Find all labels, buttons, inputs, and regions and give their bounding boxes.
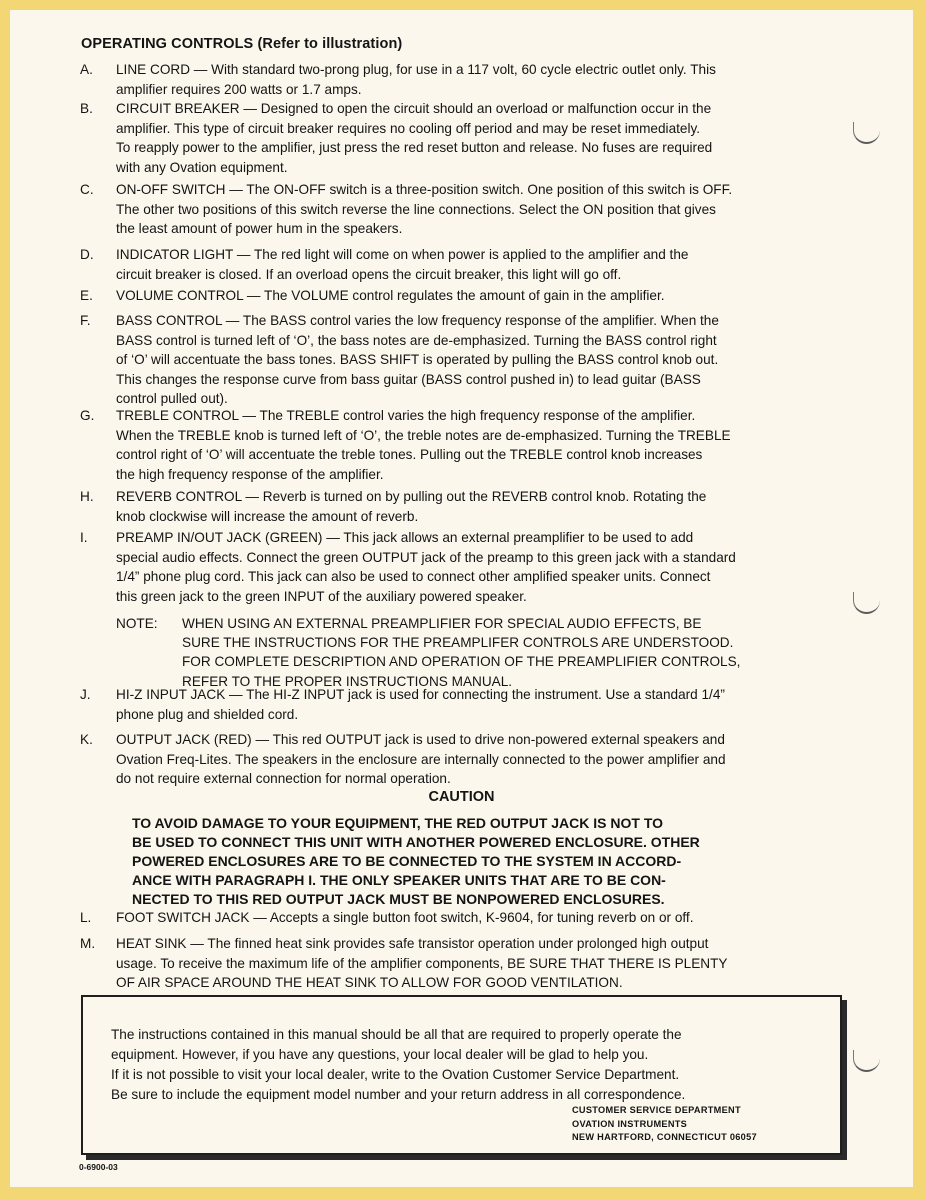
item-line: To reapply power to the amplifier, just press the red reset button and release. No fuses are required (116, 140, 713, 156)
item-letter: M. (80, 936, 96, 951)
text-line: SURE THE INSTRUCTIONS FOR THE PREAMPLIFER CONTROLS ARE UNDERSTOOD. (182, 635, 734, 651)
item-description (116, 286, 845, 306)
item-description (116, 60, 845, 99)
item-line: amplifier. This type of circuit breaker requires no cooling off period and may be reset immediately. (116, 120, 701, 136)
item-letter: C. (80, 182, 94, 197)
control-item (80, 908, 845, 928)
text-line: If it is not possible to visit your local dealer, write to the Ovation Customer Service Department. (111, 1067, 680, 1082)
text-line: BE USED TO CONNECT THIS UNIT WITH ANOTHER POWERED ENCLOSURE. OTHER (132, 834, 700, 850)
item-line: control right of ‘O’ will accentuate the treble tones. Pulling out the TREBLE control knob increases (116, 447, 703, 463)
item-line: the least amount of power hum in the speakers. (116, 221, 403, 237)
info-box (81, 995, 842, 1155)
control-item (80, 180, 845, 239)
item-line: control pulled out). (116, 391, 228, 407)
item-description (116, 908, 845, 928)
item-line: knob clockwise will increase the amount of reverb. (116, 508, 419, 524)
item-line: the high frequency response of the amplifier. (116, 466, 384, 482)
item-letter: F. (80, 313, 91, 328)
item-line: usage. To receive the maximum life of the amplifier components, BE SURE THAT THERE IS PLENTY (116, 955, 728, 971)
item-line: INDICATOR LIGHT — The red light will come on when power is applied to the amplifier and the (116, 247, 689, 262)
control-item (80, 730, 845, 789)
item-line: Ovation Freq-Lites. The speakers in the enclosure are internally connected to the power amplifier and (116, 751, 726, 767)
item-line: amplifier requires 200 watts or 1.7 amps. (116, 81, 362, 97)
control-item (80, 311, 845, 409)
item-line: ON-OFF SWITCH — The ON-OFF switch is a three-position switch. One position of this switch is OFF. (116, 182, 733, 197)
control-item (80, 406, 845, 484)
caution-heading: CAUTION (428, 789, 495, 805)
control-item (80, 685, 845, 724)
item-description (116, 730, 845, 789)
item-line: OF AIR SPACE AROUND THE HEAT SINK TO ALLOW FOR GOOD VENTILATION. (116, 975, 623, 991)
control-item (80, 487, 845, 526)
item-line: CIRCUIT BREAKER — Designed to open the circuit should an overload or malfunction occur in the (116, 101, 712, 116)
control-item (80, 245, 845, 284)
item-line: When the TREBLE knob is turned left of ‘O’, the treble notes are de-emphasized. Turning the TREBLE (116, 427, 731, 443)
item-description (116, 934, 845, 993)
item-description (116, 99, 845, 177)
note-block (116, 614, 846, 691)
item-letter: H. (80, 489, 94, 504)
item-description (116, 528, 845, 606)
item-line: special audio effects. Connect the green OUTPUT jack of the preamp to this green jack with a standard (116, 549, 736, 565)
item-line: REVERB CONTROL — Reverb is turned on by pulling out the REVERB control knob. Rotating the (116, 489, 707, 504)
item-line: of ‘O’ will accentuate the bass tones. BASS SHIFT is operated by pulling the BASS control knob out. (116, 352, 719, 368)
text-line: POWERED ENCLOSURES ARE TO BE CONNECTED TO THE SYSTEM IN ACCORD- (132, 853, 682, 869)
item-line: phone plug and shielded cord. (116, 706, 299, 722)
manual-page (10, 10, 913, 1187)
text-line: NECTED TO THIS RED OUTPUT JACK MUST BE NONPOWERED ENCLOSURES. (132, 891, 665, 907)
customer-service-address (572, 1104, 757, 1145)
document-code: 0-6900-03 (79, 1162, 118, 1172)
item-line: This changes the response curve from bass guitar (BASS control pushed in) to lead guitar (BASS (116, 371, 701, 387)
control-item (80, 99, 845, 177)
item-line: this green jack to the green INPUT of the auxiliary powered speaker. (116, 588, 527, 604)
item-letter: B. (80, 101, 93, 116)
control-item (80, 528, 845, 606)
text-line: ANCE WITH PARAGRAPH I. THE ONLY SPEAKER UNITS THAT ARE TO BE CON- (132, 872, 666, 888)
item-description (116, 311, 845, 409)
note-label: NOTE: (116, 616, 158, 631)
text-line: WHEN USING AN EXTERNAL PREAMPLIFIER FOR SPECIAL AUDIO EFFECTS, BE (182, 616, 702, 631)
item-line: HI-Z INPUT JACK — The HI-Z INPUT jack is used for connecting the instrument. Use a standard 1/4” (116, 687, 725, 702)
text-line: FOR COMPLETE DESCRIPTION AND OPERATION OF THE PREAMPLIFIER CONTROLS, (182, 654, 741, 670)
item-letter: K. (80, 732, 93, 747)
item-line: TREBLE CONTROL — The TREBLE control varies the high frequency response of the amplifier. (116, 408, 696, 423)
item-letter: L. (80, 910, 92, 925)
item-description (116, 685, 845, 724)
item-letter: D. (80, 247, 94, 262)
control-item (80, 934, 845, 993)
item-line: with any Ovation equipment. (116, 159, 288, 175)
item-description (116, 180, 845, 239)
item-letter: G. (80, 408, 95, 423)
control-item (80, 60, 845, 99)
text-line: CUSTOMER SERVICE DEPARTMENT (572, 1105, 741, 1115)
item-letter: A. (80, 62, 93, 77)
item-line: The other two positions of this switch reverse the line connections. Select the ON position that gives (116, 201, 716, 217)
item-line: LINE CORD — With standard two-prong plug, for use in a 117 volt, 60 cycle electric outlet only. This (116, 62, 716, 77)
item-description (116, 487, 845, 526)
text-line: OVATION INSTRUMENTS (572, 1118, 688, 1129)
item-letter: I. (80, 530, 88, 545)
caution-text (132, 814, 792, 909)
text-line: REFER TO THE PROPER INSTRUCTIONS MANUAL. (182, 673, 513, 689)
item-line: circuit breaker is closed. If an overload opens the circuit breaker, this light will go off. (116, 266, 622, 282)
text-line: equipment. However, if you have any questions, your local dealer will be glad to help you. (111, 1047, 649, 1062)
info-box-text (111, 1025, 819, 1105)
item-letter: E. (80, 288, 93, 303)
item-line: HEAT SINK — The finned heat sink provides safe transistor operation under prolonged high output (116, 936, 709, 951)
item-line: OUTPUT JACK (RED) — This red OUTPUT jack is used to drive non-powered external speakers and (116, 732, 725, 747)
item-line: PREAMP IN/OUT JACK (GREEN) — This jack allows an external preamplifier to be used to add (116, 530, 694, 545)
item-description (116, 406, 845, 484)
text-line: TO AVOID DAMAGE TO YOUR EQUIPMENT, THE RED OUTPUT JACK IS NOT TO (132, 815, 664, 831)
note-text (182, 614, 846, 691)
item-description (116, 245, 845, 284)
item-line: FOOT SWITCH JACK — Accepts a single button foot switch, K-9604, for tuning reverb on or off. (116, 910, 694, 925)
item-line: BASS control is turned left of ‘O’, the bass notes are de-emphasized. Turning the BASS control right (116, 332, 717, 348)
item-line: BASS CONTROL — The BASS control varies the low frequency response of the amplifier. When the (116, 313, 719, 328)
control-item (80, 286, 845, 306)
item-line: VOLUME CONTROL — The VOLUME control regulates the amount of gain in the amplifier. (116, 288, 665, 303)
item-letter: J. (80, 687, 91, 702)
text-line: NEW HARTFORD, CONNECTICUT 06057 (572, 1132, 757, 1142)
text-line: Be sure to include the equipment model number and your return address in all correspondence. (111, 1087, 686, 1102)
text-line: The instructions contained in this manual should be all that are required to properly operate the (111, 1027, 682, 1042)
section-title: OPERATING CONTROLS (Refer to illustration) (81, 36, 403, 52)
item-line: 1/4” phone plug cord. This jack can also be used to connect other amplified speaker units. Connect (116, 569, 711, 585)
item-line: do not require external connection for normal operation. (116, 771, 451, 787)
